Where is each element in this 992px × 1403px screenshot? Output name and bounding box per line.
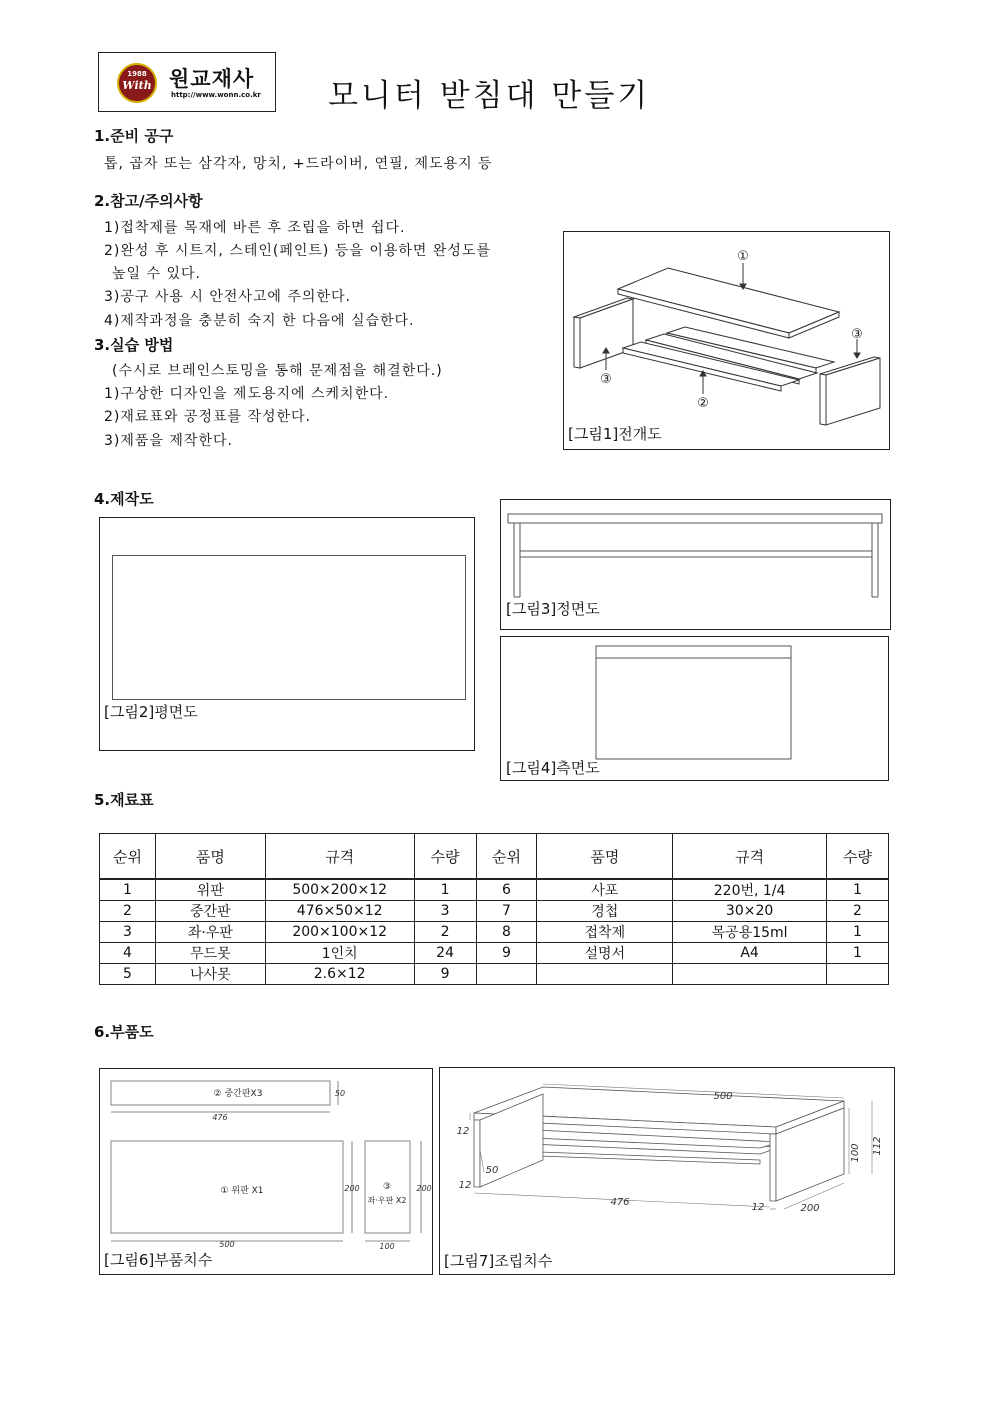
fig7-dim-height-112: 112 — [872, 1136, 883, 1156]
table-cell: 1 — [827, 943, 889, 964]
fig3-front-view — [500, 499, 891, 630]
fig2-caption: [그림2]평면도 — [104, 703, 198, 721]
table-cell: 1 — [827, 922, 889, 943]
fig1-marker-3-left: ③ — [600, 372, 612, 387]
fig1-caption: [그림1]전개도 — [568, 425, 662, 443]
fig2-top-board — [112, 555, 466, 700]
fig6-part-dimensions — [99, 1068, 433, 1275]
fig3-caption: [그림3]정면도 — [506, 600, 600, 618]
table-cell: 8 — [476, 922, 537, 943]
table-cell: 설명서 — [537, 943, 673, 964]
logo-year: 1988 — [127, 70, 147, 78]
fig1-exploded-view — [563, 231, 890, 450]
fig1-drawing — [564, 232, 889, 449]
sec2-item: 2)완성 후 시트지, 스테인(페인트) 등을 이용하면 완성도를 — [104, 243, 491, 259]
fig7-dim-inner-length: 476 — [610, 1197, 630, 1208]
table-cell: 7 — [476, 901, 537, 922]
table-cell: 9 — [476, 943, 537, 964]
logo-url: http://www.wonn.co.kr — [171, 91, 261, 99]
table-cell: 중간판 — [155, 901, 265, 922]
sec3-item: 2)재료표와 공정표를 작성한다. — [104, 409, 312, 425]
fig1-marker-2: ② — [697, 396, 709, 411]
sec3-item: 3)제품을 제작한다. — [104, 433, 233, 449]
fig7-dim-depth: 200 — [800, 1203, 820, 1214]
fig7-dim-left-thickness: 12 — [458, 1180, 472, 1191]
fig7-dim-top-thickness: 12 — [456, 1126, 470, 1137]
sec2-item: 높일 수 있다. — [112, 266, 201, 282]
table-cell — [673, 964, 827, 985]
fig6-dim-side-width: 100 — [379, 1242, 395, 1251]
table-row — [100, 901, 889, 922]
table-cell: 2 — [414, 922, 476, 943]
sec1-heading: 1.준비 공구 — [94, 127, 174, 145]
fig6-caption: [그림6]부품치수 — [104, 1251, 213, 1269]
sec6-heading: 6.부품도 — [94, 1023, 154, 1041]
fig6-dim-mid-width: 476 — [212, 1113, 228, 1122]
table-cell: 2.6×12 — [265, 964, 414, 985]
logo-emblem — [117, 63, 157, 103]
sec3-item: (수시로 브레인스토밍을 통해 문제점을 해결한다.) — [112, 363, 443, 379]
table-header: 순위 — [100, 834, 156, 880]
table-cell: 목공용15ml — [673, 922, 827, 943]
table-cell: 500×200×12 — [265, 879, 414, 901]
table-cell: 1 — [414, 879, 476, 901]
fig7-assembly-dimensions — [439, 1067, 895, 1275]
table-header: 순위 — [476, 834, 537, 880]
sec1-text: 톱, 곱자 또는 삼각자, 망치, +드라이버, 연필, 제도용지 등 — [104, 156, 493, 172]
table-cell: 2 — [100, 901, 156, 922]
page-title: 모니터 받침대 만들기 — [328, 78, 651, 114]
fig6-label-side-number: ③ — [382, 1182, 392, 1192]
table-cell: 2 — [827, 901, 889, 922]
table-cell: 좌·우판 — [155, 922, 265, 943]
fig2-plan-view — [99, 517, 475, 751]
fig6-dim-top-width: 500 — [219, 1240, 235, 1249]
table-cell: A4 — [673, 943, 827, 964]
table-cell: 24 — [414, 943, 476, 964]
table-row — [100, 879, 889, 901]
table-header: 수량 — [827, 834, 889, 880]
table-cell — [537, 964, 673, 985]
sec3-heading: 3.실습 방법 — [94, 336, 174, 354]
table-row — [100, 922, 889, 943]
table-cell: 1 — [827, 879, 889, 901]
table-cell: 접착제 — [537, 922, 673, 943]
fig6-dim-top-height: 200 — [344, 1184, 360, 1193]
table-cell: 3 — [100, 922, 156, 943]
materials-table — [99, 833, 889, 985]
table-header: 품명 — [155, 834, 265, 880]
table-cell: 5 — [100, 964, 156, 985]
fig7-dim-gap: 50 — [485, 1165, 499, 1176]
table-row — [100, 964, 889, 985]
table-cell: 나사못 — [155, 964, 265, 985]
fig7-dim-height-100: 100 — [850, 1143, 861, 1163]
logo — [98, 52, 276, 112]
table-cell: 30×20 — [673, 901, 827, 922]
fig6-drawing — [100, 1069, 432, 1274]
fig6-label-top-board: ① 위판 X1 — [220, 1186, 264, 1196]
table-cell: 9 — [414, 964, 476, 985]
table-cell — [476, 964, 537, 985]
table-cell: 476×50×12 — [265, 901, 414, 922]
sec2-item: 1)접착제를 목재에 바른 후 조립을 하면 쉽다. — [104, 220, 406, 236]
sec5-heading: 5.재료표 — [94, 791, 154, 809]
fig6-label-middle-board: ② 중간판X3 — [213, 1089, 263, 1099]
table-cell: 1 — [100, 879, 156, 901]
sec2-item: 3)공구 사용 시 안전사고에 주의한다. — [104, 289, 351, 305]
sec2-heading: 2.참고/주의사항 — [94, 192, 203, 210]
table-header: 규격 — [265, 834, 414, 880]
fig6-label-side-board: 좌·우판 X2 — [367, 1196, 407, 1205]
fig7-dim-top-length: 500 — [713, 1091, 733, 1102]
table-header: 품명 — [537, 834, 673, 880]
table-cell: 200×100×12 — [265, 922, 414, 943]
fig1-marker-3-right: ③ — [851, 327, 863, 342]
sec3-item: 1)구상한 디자인을 제도용지에 스케치한다. — [104, 386, 390, 402]
logo-with: With — [122, 79, 152, 92]
table-header: 규격 — [673, 834, 827, 880]
table-cell — [827, 964, 889, 985]
logo-name: 원교재사 — [169, 67, 255, 91]
table-header: 수량 — [414, 834, 476, 880]
table-cell: 경첩 — [537, 901, 673, 922]
table-header-row — [100, 834, 889, 880]
fig4-side-view — [500, 636, 889, 781]
fig4-caption: [그림4]측면도 — [506, 759, 600, 777]
fig7-dim-right-thickness: 12 — [751, 1202, 765, 1213]
table-cell: 6 — [476, 879, 537, 901]
fig6-dim-mid-height: 50 — [334, 1089, 346, 1098]
table-cell: 1인치 — [265, 943, 414, 964]
table-cell: 위판 — [155, 879, 265, 901]
sec2-item: 4)제작과정을 충분히 숙지 한 다음에 실습한다. — [104, 313, 415, 329]
table-cell: 3 — [414, 901, 476, 922]
fig7-drawing — [440, 1068, 894, 1274]
fig6-dim-side-height: 200 — [416, 1184, 432, 1193]
table-cell: 무드못 — [155, 943, 265, 964]
fig1-marker-1: ① — [737, 249, 749, 264]
table-row — [100, 943, 889, 964]
table-cell: 사포 — [537, 879, 673, 901]
fig7-caption: [그림7]조립치수 — [444, 1252, 553, 1270]
table-cell: 4 — [100, 943, 156, 964]
table-cell: 220번, 1/4 — [673, 879, 827, 901]
sec4-heading: 4.제작도 — [94, 490, 154, 508]
